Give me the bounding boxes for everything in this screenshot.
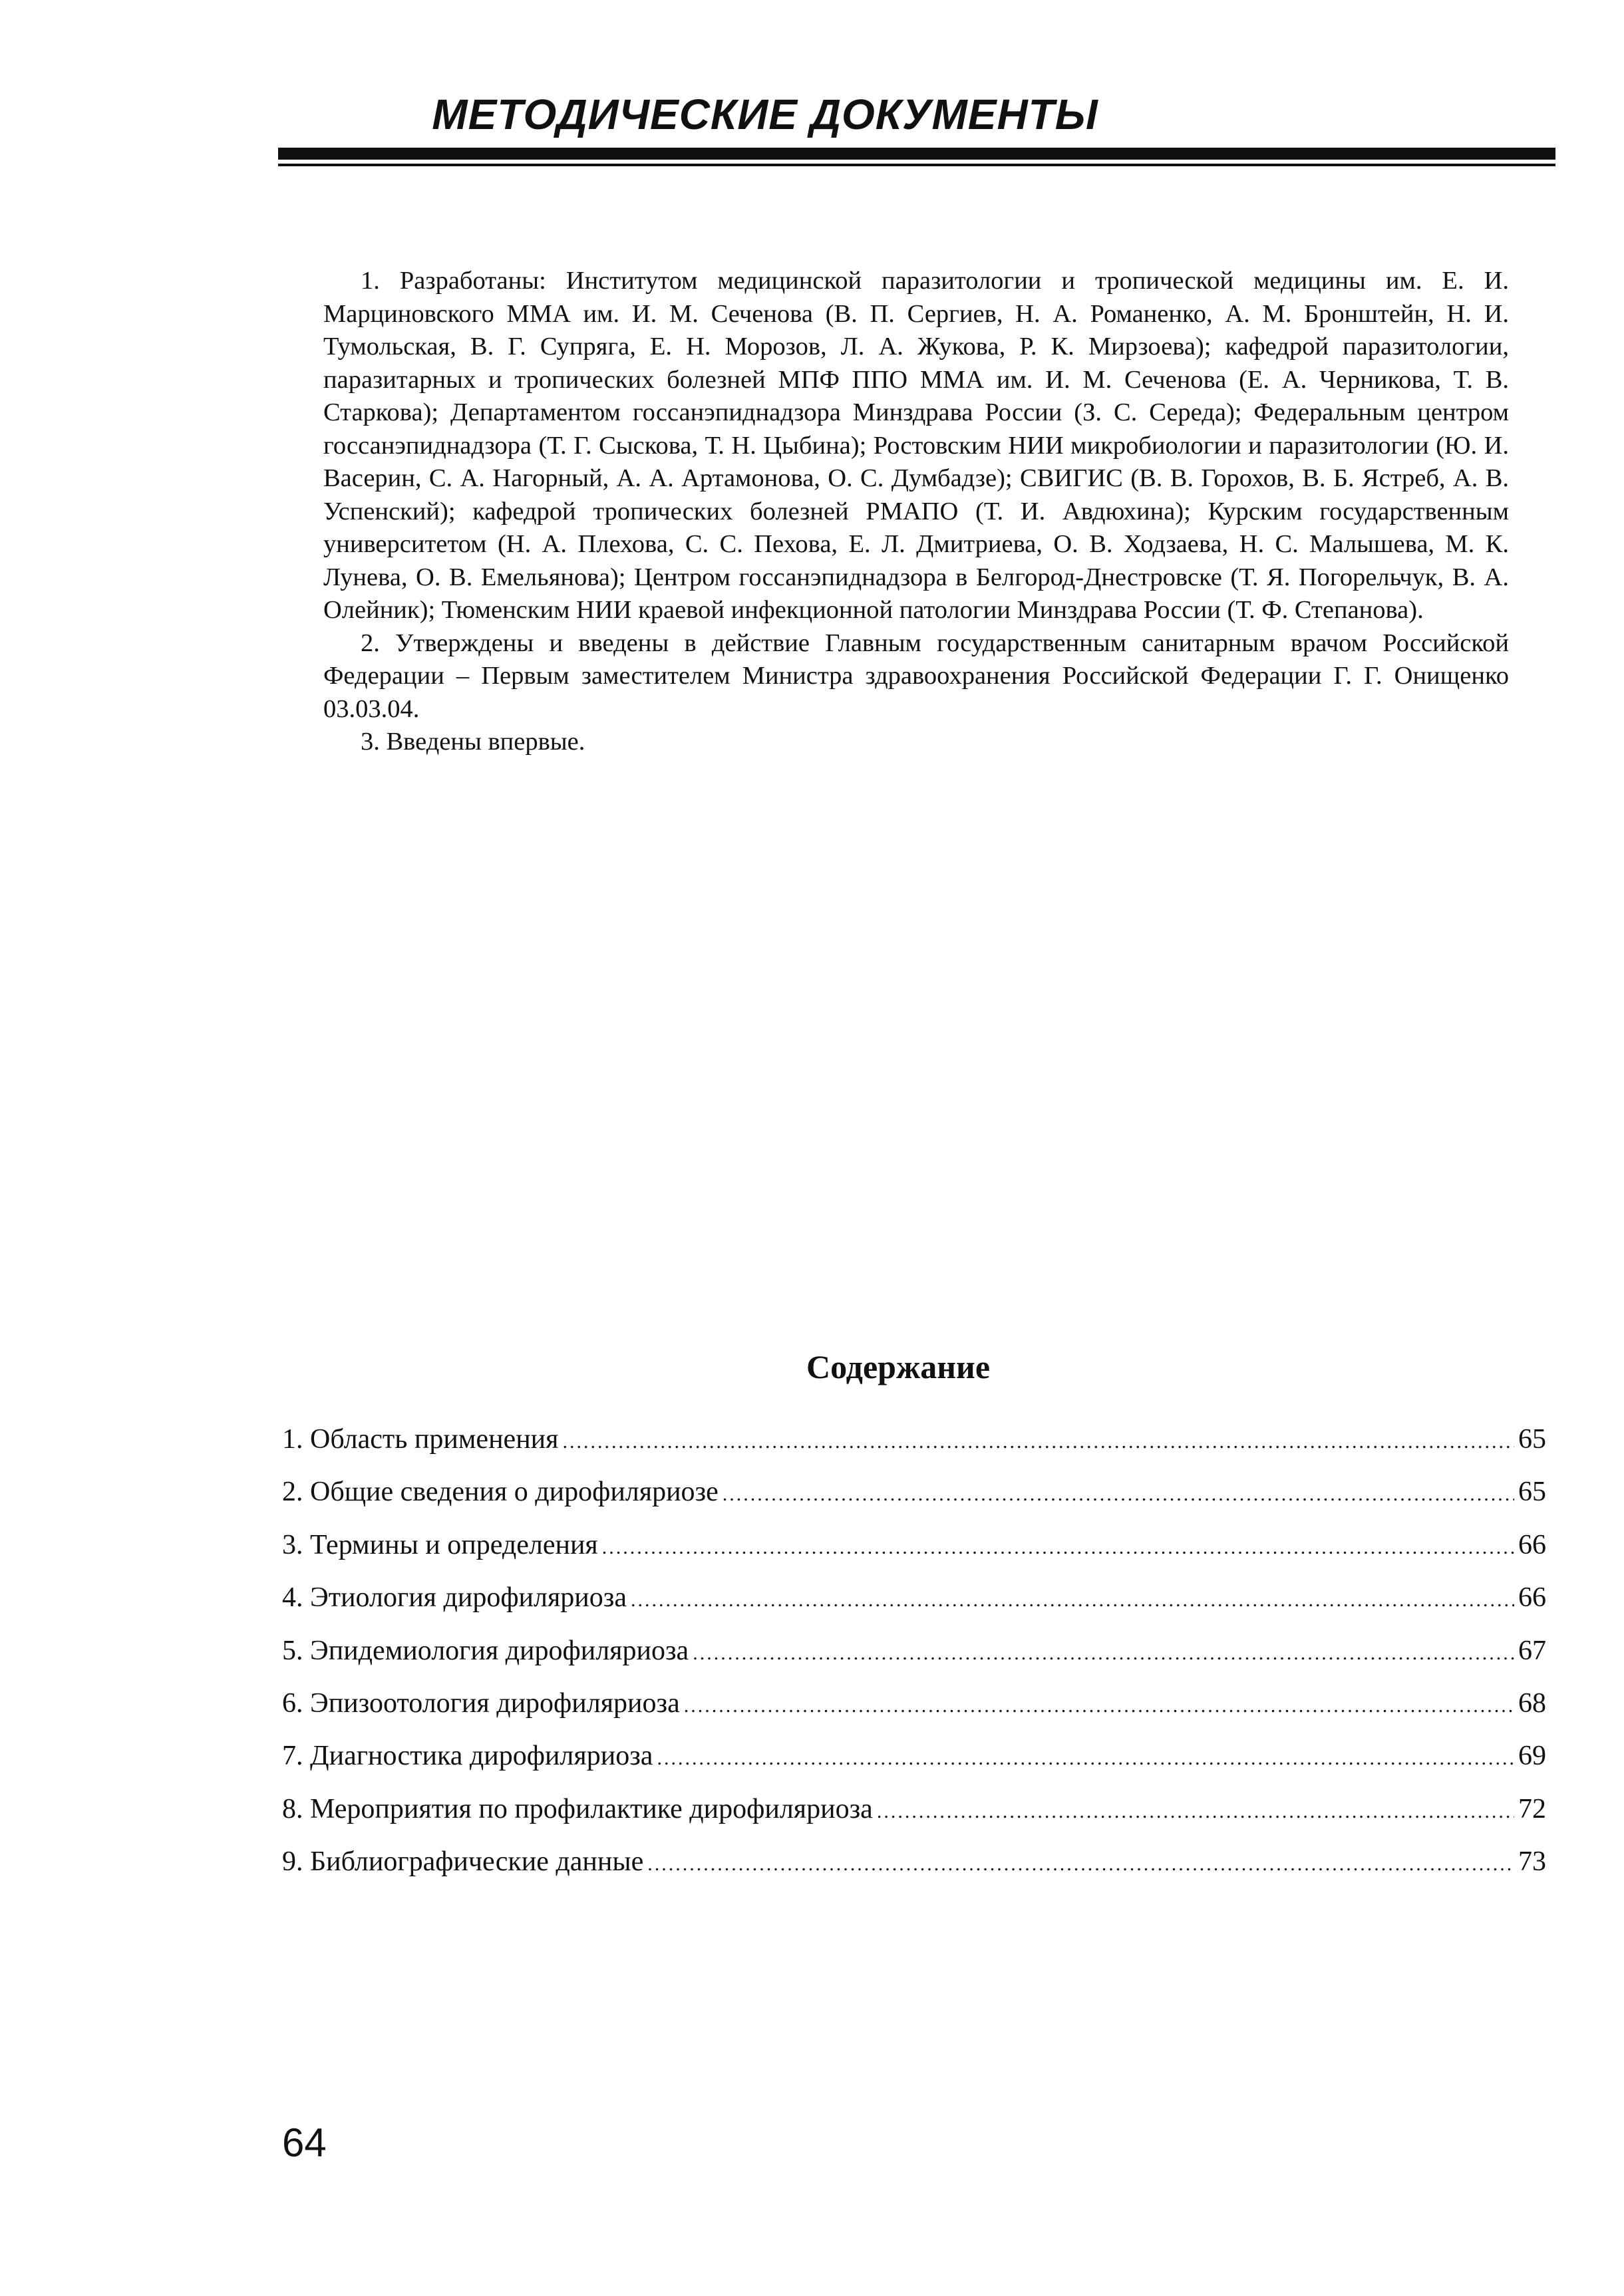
toc-dot-leader [693,1635,1514,1672]
toc-entry-title: 8. Мероприятия по профилактике дирофиляриоза [282,1793,873,1824]
toc-entry-page: 68 [1518,1687,1546,1719]
page-number: 64 [282,2120,327,2165]
section-header-title: МЕТОДИЧЕСКИЕ ДОКУМЕНТЫ [432,90,1098,138]
toc-entry-title: 3. Термины и определения [282,1529,598,1560]
toc-entry[interactable] [282,1737,1546,1790]
toc-dot-leader [723,1476,1514,1513]
toc-entry-page: 66 [1518,1582,1546,1614]
toc-entry[interactable] [282,1421,1546,1473]
toc-dot-leader [684,1687,1514,1725]
imprint-paragraph-first-introduced: 3. Введены впервые. [361,728,585,756]
toc-entry-page: 65 [1518,1477,1546,1508]
toc-entry-page: 65 [1518,1424,1546,1455]
toc-entry-title: 6. Эпизоотология дирофиляриоза [282,1687,680,1719]
toc-entry-page: 66 [1518,1529,1546,1560]
imprint-paragraph-developers: 1. Разработаны: Институтом медицинской паразитологии и тропической медицины им. Е. И. Марциновского ММА им. И. М. Сеченова (В. П. Сергиев, Н. А. Романенко, А. М. Бронштейн, Н. И. Тумольская, В. Г. Супряга, Е. Н. Морозов, Л. А. Жукова, Р. К. Мирзоева); кафедрой паразитологии, паразитарных и тропических болезней МПФ ППО ММА им. И. М. Сеченова (Е. А. Черникова, Т. В. Старкова); Департаментом госсанэпиднадзора Минздрава России (З. С. Середа); Федеральным центром госсанэпиднадзора (Т. Г. Сыскова, Т. Н. Цыбина); Ростовским НИИ микробиологии и паразитологии (Ю. И. Васерин, С. А. Нагорный, А. А. Артамонова, О. С. Думбадзе); СВИГИС (В. В. Горохов, В. Б. Ястреб, А. В. Успенский); кафедрой тропических болезней РМАПО (Т. И. Авдюхина); Курским государственным университетом (Н. А. Плехова, С. С. Пехова, Е. Л. Дмитриева, О. В. Ходзаева, Н. С. Малышева, М. К. Лунева, О. В. Емельянова); Центром госсанэпиднадзора в Белгород-Днестровске (Т. Я. Погорельчук, В. А. Олейник); Тюменским НИИ краевой инфекционной патологии Минздрава России (Т. Ф. Степанова). [323,267,1509,624]
toc-entry-page: 73 [1518,1846,1546,1878]
toc-entry[interactable] [282,1526,1546,1579]
toc-entry[interactable] [282,1843,1546,1896]
header-rule-thick [278,148,1555,160]
toc-entry[interactable] [282,1632,1546,1685]
toc-dot-leader [657,1740,1514,1777]
imprint-block [323,265,1509,759]
toc-entry[interactable] [282,1791,1546,1843]
toc-dot-leader [631,1582,1514,1619]
toc-entry[interactable] [282,1579,1546,1632]
toc-entry[interactable] [282,1685,1546,1737]
toc-entry-title: 7. Диагностика дирофиляриоза [282,1741,653,1772]
toc-entry-title: 2. Общие сведения о дирофиляриозе [282,1477,719,1508]
toc-entry-title: 1. Область применения [282,1424,559,1455]
toc-entry-title: 9. Библиографические данные [282,1846,644,1878]
toc-entry[interactable] [282,1473,1546,1526]
toc-dot-leader [562,1423,1514,1461]
toc-entry-page: 67 [1518,1635,1546,1666]
header-rule-thin [278,164,1555,166]
table-of-contents [282,1421,1546,1896]
toc-entry-page: 72 [1518,1793,1546,1824]
imprint-paragraph-approval: 2. Утверждены и введены в действие Главным государственным санитарным врачом Российской Федерации – Первым заместителем Министра здравоохранения Российской Федерации Г. Г. Онищенко 03.03.04. [323,629,1509,723]
toc-entry-page: 69 [1518,1741,1546,1772]
toc-dot-leader [877,1793,1514,1830]
toc-dot-leader [647,1846,1514,1883]
toc-heading: Содержание [806,1348,991,1385]
toc-dot-leader [602,1529,1514,1566]
toc-entry-title: 5. Эпидемиология дирофиляриоза [282,1635,689,1666]
toc-entry-title: 4. Этиология дирофиляриоза [282,1582,627,1614]
